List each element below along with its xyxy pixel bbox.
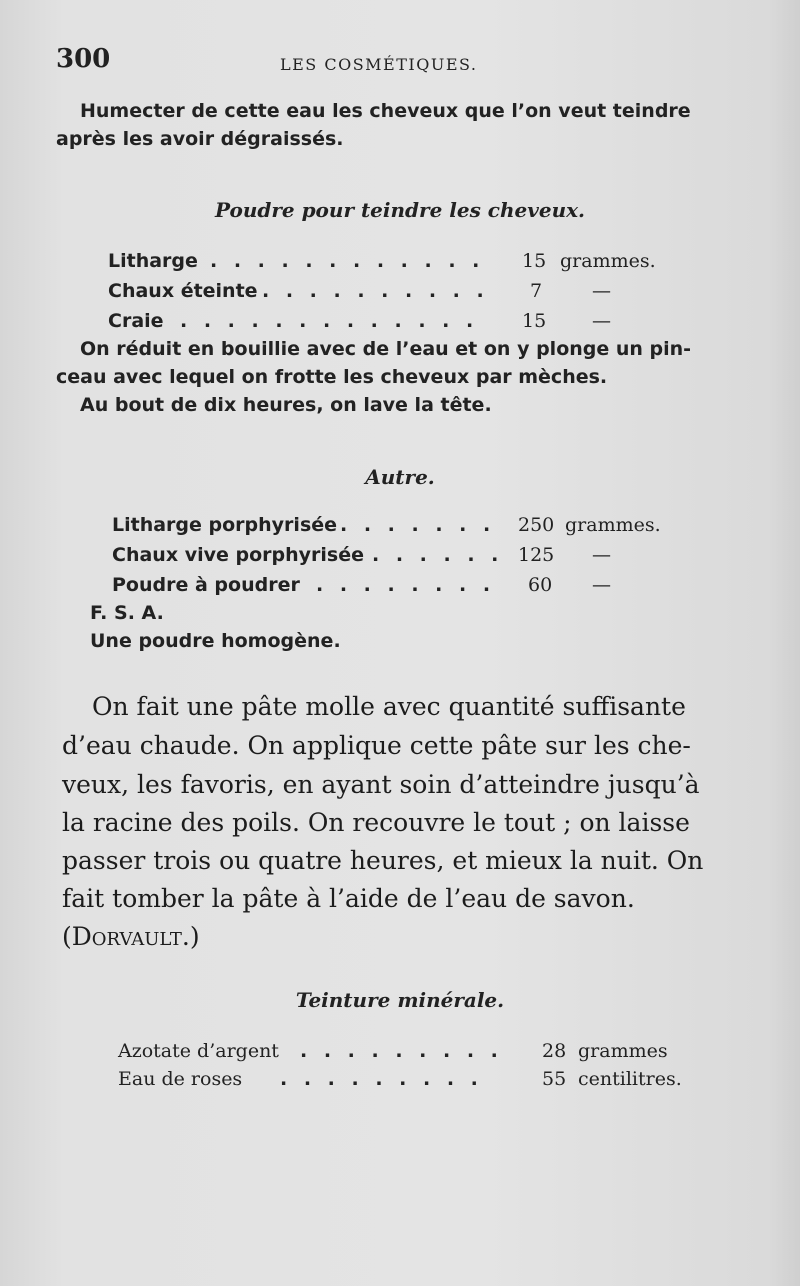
ingredient-name: Litharge	[108, 250, 198, 272]
recipe-title-poudre: Poudre pour teindre les cheveux.	[214, 198, 586, 222]
body-line-5: passer trois ou quatre heures, et mieux la nuit. On	[62, 846, 704, 875]
quantity: 55	[542, 1068, 567, 1090]
intro-line-2: après les avoir dégraissés.	[56, 128, 344, 150]
leader-dots: . . . . . . . . .	[300, 1040, 503, 1062]
fsa-note: F. S. A.	[90, 602, 164, 624]
unit: centilitres.	[578, 1068, 682, 1090]
quantity: 28	[542, 1040, 567, 1062]
leader-dots: . . . . . . .	[340, 514, 496, 536]
unit: —	[592, 574, 611, 596]
body-line-6: fait tomber la pâte à l’aide de l’eau de savon.	[62, 884, 635, 913]
recipe-title-teinture: Teinture minérale.	[295, 988, 505, 1012]
instruction-line-3: Au bout de dix heures, on lave la tête.	[80, 394, 492, 416]
leader-dots: . . . . . .	[372, 544, 504, 566]
unit: grammes	[578, 1040, 668, 1062]
body-line-2: d’eau chaude. On applique cette pâte sur les che-	[62, 731, 691, 760]
leader-dots: . . . . . . . . .	[280, 1068, 483, 1090]
ingredient-name: Chaux éteinte	[108, 280, 258, 302]
unit: —	[592, 310, 611, 332]
leader-dots: . . . . . . . . . . . . .	[180, 310, 479, 332]
unit: grammes.	[565, 514, 661, 536]
quantity: 125	[518, 544, 555, 566]
unit: —	[592, 544, 611, 566]
leader-dots: . . . . . . . .	[316, 574, 496, 596]
ingredient-name: Azotate d’argent	[118, 1040, 279, 1062]
instruction-line-2: ceau avec lequel on frotte les cheveux par mèches.	[56, 366, 608, 388]
page-number: 300	[56, 44, 111, 74]
quantity: 60	[528, 574, 553, 596]
unit: —	[592, 280, 611, 302]
quantity: 15	[522, 310, 547, 332]
running-head: LES COSMÉTIQUES.	[280, 55, 478, 74]
ingredient-name: Chaux vive porphyrisée	[112, 544, 364, 566]
instruction-line-1: On réduit en bouillie avec de l’eau et on y plonge un pin-	[80, 338, 692, 360]
body-line-1: On fait une pâte molle avec quantité suffisante	[92, 692, 686, 721]
leader-dots: . . . . . . . . . . . .	[210, 250, 485, 272]
unit: grammes.	[560, 250, 656, 272]
ingredient-name: Poudre à poudrer	[112, 574, 300, 596]
quantity: 250	[518, 514, 555, 536]
recipe-title-autre: Autre.	[365, 465, 435, 489]
body-line-3: veux, les favoris, en ayant soin d’atteindre jusqu’à	[62, 770, 700, 799]
result-note: Une poudre homogène.	[90, 630, 341, 652]
leader-dots: . . . . . . . . . .	[262, 280, 489, 302]
ingredient-name: Eau de roses	[118, 1068, 243, 1090]
body-line-4: la racine des poils. On recouvre le tout ; on laisse	[62, 808, 690, 837]
quantity: 15	[522, 250, 547, 272]
body-line-7-attribution: (Dorvault.)	[62, 922, 200, 951]
quantity: 7	[530, 280, 543, 302]
ingredient-name: Craie	[108, 310, 164, 332]
intro-line-1: Humecter de cette eau les cheveux que l’on veut teindre	[80, 100, 691, 122]
ingredient-name: Litharge porphyrisée	[112, 514, 338, 536]
